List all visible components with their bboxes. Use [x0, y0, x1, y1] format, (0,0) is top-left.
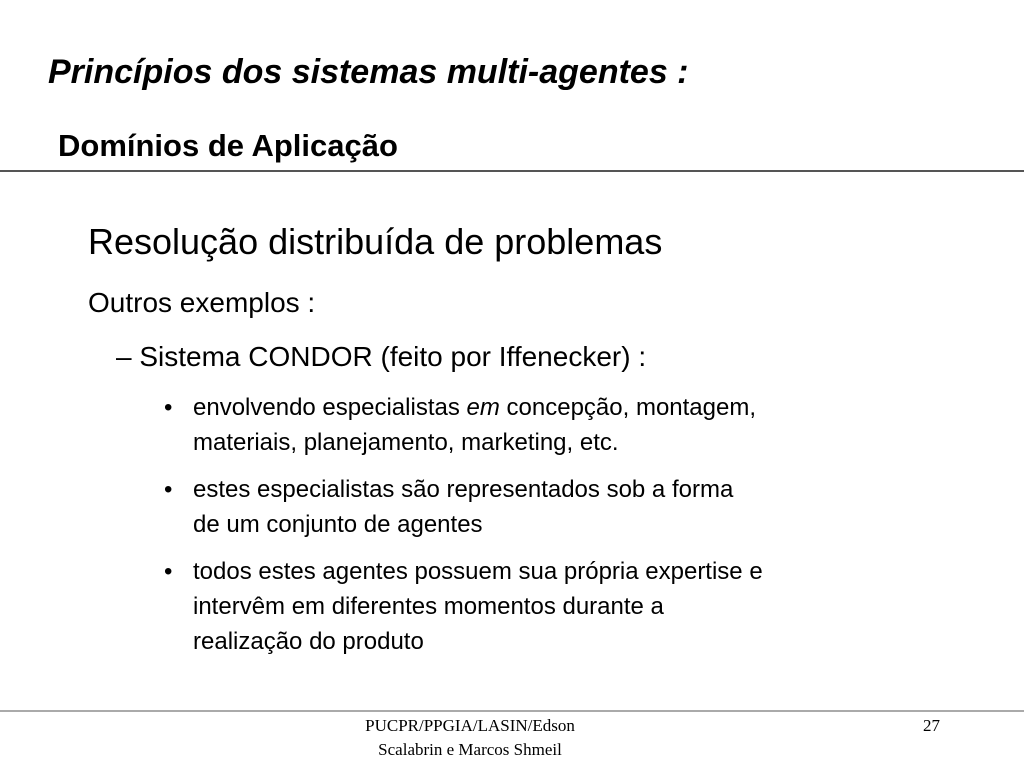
- bullet-text-part: materiais, planejamento, marketing, etc.: [193, 429, 619, 456]
- examples-heading: Outros exemplos :: [88, 287, 316, 318]
- title-divider: [0, 170, 1024, 172]
- bullet-text-part: intervêm em diferentes momentos durante a: [193, 593, 664, 620]
- topic-heading: Resolução distribuída de problemas: [88, 221, 663, 262]
- bullet-dot-icon: •: [164, 558, 173, 585]
- slide-title: Princípios dos sistemas multi-agentes :: [48, 53, 689, 91]
- footer-line: PUCPR/PPGIA/LASIN/Edson: [365, 716, 575, 735]
- bullet-text-part: estes especialistas são representados sob a forma: [193, 476, 734, 503]
- bullet-text-part: todos estes agentes possuem sua própria expertise e: [193, 558, 763, 585]
- footer-line: Scalabrin e Marcos Shmeil: [378, 740, 562, 759]
- footer-divider: [0, 710, 1024, 712]
- condor-system-item: – Sistema CONDOR (feito por Iffenecker) :: [116, 341, 647, 372]
- bullet-emphasis: em: [466, 394, 500, 421]
- bullet-text-part: realização do produto: [193, 628, 424, 655]
- bullet-item-specialists: [164, 390, 964, 460]
- slide-subtitle: Domínios de Aplicação: [58, 128, 398, 163]
- bullet-dot-icon: •: [164, 476, 173, 503]
- bullet-item-agents-form: [164, 472, 964, 542]
- bullet-list: [164, 390, 964, 671]
- bullet-dot-icon: •: [164, 394, 173, 421]
- bullet-text-part: concepção, montagem,: [499, 394, 757, 421]
- page-number: 27: [923, 716, 940, 735]
- footer-credits: [340, 714, 600, 762]
- bullet-text-part: de um conjunto de agentes: [193, 511, 483, 538]
- bullet-text-part: envolvendo especialistas: [193, 394, 467, 421]
- bullet-item-expertise: [164, 554, 964, 659]
